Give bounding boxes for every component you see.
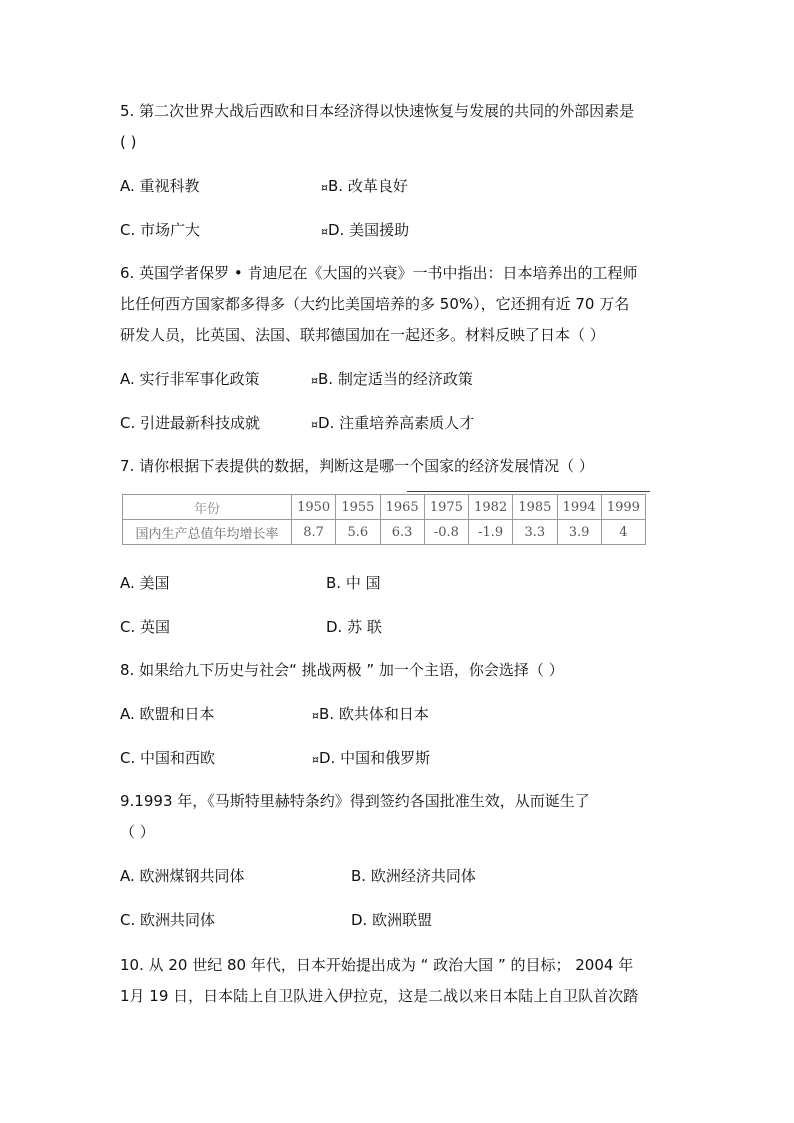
q7-stem-line1: 7. 请你根据下表提供的数据，判断这是哪一个国家的经济发展情况（ ） (120, 457, 594, 475)
table-value-cell: 3.9 (557, 520, 601, 545)
table-top-rule (407, 491, 650, 492)
q9-option-d: D. 欧洲联盟 (351, 911, 433, 929)
q6-option-d-marker: ¤ (311, 418, 317, 431)
table-value-cell: -0.8 (424, 520, 468, 545)
q6-stem-line2: 比任何西方国家都多得多（大约比美国培养的多 50%），它还拥有近 70 万名 (120, 295, 630, 313)
q9-option-a: A. 欧洲煤钢共同体 (120, 867, 245, 885)
table-year-cell: 1950 (292, 495, 336, 520)
q5-option-c: C. 市场广大 (120, 221, 201, 239)
q5-option-b-text: B. 改革良好 (328, 177, 408, 195)
table-year-cell: 1994 (557, 495, 601, 520)
q6-option-d (311, 413, 474, 435)
table-value-cell: 8.7 (292, 520, 336, 545)
q8-option-b (312, 704, 429, 726)
q6-option-b-marker: ¤ (311, 374, 317, 387)
table-value-cell: -1.9 (469, 520, 513, 545)
q9-stem-line1: 9.1993 年，《马斯特里赫特条约》得到签约各国批准生效，从而诞生了 (120, 792, 590, 810)
q8-option-d-marker: ¤ (312, 753, 318, 766)
q7-option-b: B. 中 国 (326, 574, 381, 592)
table-value-cell: 3.3 (513, 520, 557, 545)
q5-option-a: A. 重视科教 (120, 177, 200, 195)
table-year-cell: 1975 (424, 495, 468, 520)
q8-option-d (312, 748, 430, 770)
q8-option-d-text: D. 中国和俄罗斯 (319, 749, 431, 767)
q5-option-d-marker: ¤ (321, 225, 327, 238)
q6-option-b-text: B. 制定适当的经济政策 (318, 370, 473, 388)
table-row-growth (123, 520, 646, 545)
q7-data-table-wrapper (122, 494, 650, 545)
q5-option-d (321, 220, 409, 242)
q6-stem-line3: 研发人员，比英国、法国、联邦德国加在一起还多。材料反映了日本（ ） (120, 326, 605, 344)
q8-option-c: C. 中国和西欧 (120, 749, 216, 767)
table-value-cell: 4 (601, 520, 645, 545)
q7-option-a: A. 美国 (120, 574, 170, 592)
table-year-cell: 1999 (601, 495, 645, 520)
q6-option-a: A. 实行非军事化政策 (120, 370, 260, 388)
table-year-cell: 1982 (469, 495, 513, 520)
q6-option-b (311, 369, 473, 391)
q7-data-table (122, 494, 646, 545)
q10-stem-line2: 1月 19 日，日本陆上自卫队进入伊拉克，这是二战以来日本陆上自卫队首次踏 (120, 987, 639, 1005)
table-year-cell: 1955 (336, 495, 380, 520)
q5-stem-line1: 5. 第二次世界大战后西欧和日本经济得以快速恢复与发展的共同的外部因素是 (120, 102, 635, 120)
q7-option-c: C. 英国 (120, 618, 171, 636)
q7-option-d: D. 苏 联 (326, 618, 382, 636)
q5-stem-line2: ( ) (120, 133, 137, 151)
q9-stem-line2: （ ） (120, 823, 155, 841)
q5-option-b-marker: ¤ (321, 181, 327, 194)
q8-option-b-marker: ¤ (312, 709, 318, 722)
table-value-cell: 6.3 (380, 520, 424, 545)
q8-stem-line1: 8. 如果给九下历史与社会“ 挑战两极 ” 加一个主语，你会选择（ ） (120, 661, 564, 679)
q9-option-c: C. 欧洲共同体 (120, 911, 216, 929)
q8-option-b-text: B. 欧共体和日本 (319, 705, 429, 723)
table-year-cell: 1985 (513, 495, 557, 520)
table-row-label: 国内生产总值年均增长率 (123, 520, 292, 545)
table-header-label: 年份 (123, 495, 292, 520)
q5-option-b (321, 176, 408, 198)
q8-option-a: A. 欧盟和日本 (120, 705, 215, 723)
table-row-years (123, 495, 646, 520)
table-value-cell: 5.6 (336, 520, 380, 545)
q6-option-d-text: D. 注重培养高素质人才 (318, 414, 475, 432)
q6-option-c: C. 引进最新科技成就 (120, 414, 261, 432)
q9-option-b: B. 欧洲经济共同体 (351, 867, 476, 885)
table-year-cell: 1965 (380, 495, 424, 520)
q5-option-d-text: D. 美国援助 (328, 221, 410, 239)
q6-stem-line1: 6. 英国学者保罗 • 肯迪尼在《大国的兴衰》一书中指出：日本培养出的工程师 (120, 264, 638, 282)
q10-stem-line1: 10. 从 20 世纪 80 年代，日本开始提出成为 “ 政治大国 ” 的目标； 2004 年 (120, 956, 634, 974)
